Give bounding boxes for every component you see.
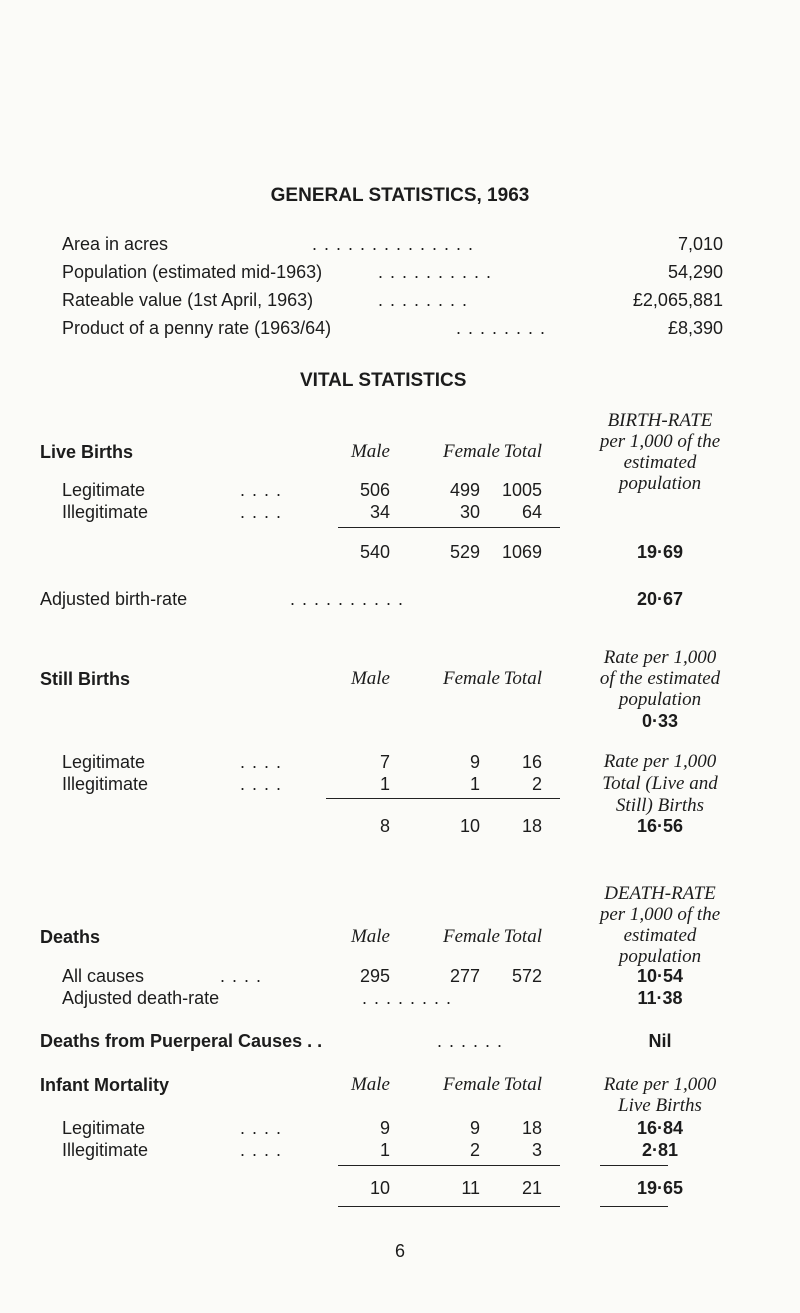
cell-total: 572 (511, 966, 542, 986)
col-male: Male (350, 1074, 390, 1095)
still-rate2-header: Rate per 1,000 (603, 751, 717, 772)
leader-dots: . . . . . . . . (362, 988, 453, 1008)
cell-male: 34 (369, 502, 390, 522)
infant-rate-total: 19·65 (636, 1178, 684, 1198)
cell-total: 2 (531, 774, 542, 794)
double-rule (600, 1206, 668, 1207)
still-rate-header: Rate per 1,000 (603, 647, 717, 668)
cell-male: 7 (379, 752, 390, 772)
death-rate-header: population (618, 946, 702, 967)
cell-male: 506 (359, 480, 390, 500)
row-label: Legitimate (62, 752, 146, 772)
row-label: Adjusted birth-rate (40, 589, 188, 609)
cell-total: 16 (521, 752, 542, 772)
cell-total: 3 (531, 1140, 542, 1160)
total-total: 1069 (501, 542, 542, 562)
general-value: £8,390 (667, 318, 723, 338)
still-rate-header: population (618, 689, 702, 710)
birth-rate-value: 19·69 (636, 542, 684, 562)
birth-rate-header: estimated (623, 452, 697, 473)
total-female: 11 (461, 1178, 480, 1198)
infant-heading: Infant Mortality (40, 1075, 169, 1095)
vital-title: VITAL STATISTICS (300, 370, 467, 391)
cell-total: 1005 (501, 480, 542, 500)
cell-total: 64 (521, 502, 542, 522)
cell-total: 18 (521, 1118, 542, 1138)
puerperal-value: Nil (648, 1031, 672, 1051)
still-rate2-header: Still) Births (615, 795, 705, 816)
general-value: £2,065,881 (632, 290, 723, 310)
row-label: Deaths from Puerperal Causes . . (40, 1031, 323, 1051)
leader-dots: . . . . . . . . . . . . . . (312, 234, 475, 254)
col-female: Female (443, 441, 500, 462)
cell-male: 1 (379, 774, 390, 794)
still-rate-value: 0·33 (641, 711, 679, 731)
general-value: 7,010 (677, 234, 723, 254)
total-total: 18 (521, 816, 542, 836)
col-total: Total (503, 926, 542, 947)
live-births-heading: Live Births (40, 442, 134, 462)
leader-dots: . . . . . . . . . . (378, 262, 493, 282)
leader-dots: . . . . (240, 480, 283, 500)
general-label: Area in acres (62, 234, 169, 254)
birth-rate-header: per 1,000 of the (599, 431, 721, 452)
leader-dots: . . . . . . (437, 1031, 504, 1051)
row-label: Illegitimate (62, 502, 149, 522)
cell-male: 295 (359, 966, 390, 986)
infant-rate-header: Rate per 1,000 (603, 1074, 717, 1095)
col-male: Male (350, 926, 390, 947)
row-label: Adjusted death-rate (62, 988, 220, 1008)
cell-male: 9 (379, 1118, 390, 1138)
leader-dots: . . . . . . . . (456, 318, 547, 338)
death-rate-value: 10·54 (636, 966, 684, 986)
col-female: Female (443, 1074, 500, 1095)
still-births-heading: Still Births (40, 669, 131, 689)
leader-dots: . . . . . . . . . . (290, 589, 405, 609)
cell-female: 30 (459, 502, 480, 522)
leader-dots: . . . . (220, 966, 263, 986)
total-total: 21 (521, 1178, 542, 1198)
total-rule (326, 798, 560, 799)
leader-dots: . . . . . . . . (378, 290, 469, 310)
leader-dots: . . . . (240, 1140, 283, 1160)
general-value: 54,290 (667, 262, 723, 282)
birth-rate-header: population (618, 473, 702, 494)
col-male: Male (350, 441, 390, 462)
row-label: Legitimate (62, 1118, 146, 1138)
death-rate-header: DEATH-RATE (604, 883, 716, 904)
total-male: 540 (359, 542, 390, 562)
infant-rate-value: 16·84 (636, 1118, 684, 1138)
col-female: Female (443, 926, 500, 947)
col-total: Total (503, 441, 542, 462)
row-label: Illegitimate (62, 774, 149, 794)
cell-female: 2 (469, 1140, 480, 1160)
cell-female: 1 (469, 774, 480, 794)
total-female: 10 (459, 816, 480, 836)
col-total: Total (503, 1074, 542, 1095)
col-total: Total (503, 668, 542, 689)
death-rate-header: estimated (623, 925, 697, 946)
general-title: GENERAL STATISTICS, 1963 (270, 185, 530, 206)
page-number: 6 (394, 1241, 405, 1261)
row-label: All causes (62, 966, 145, 986)
double-rule (338, 1206, 560, 1207)
adjusted-death-rate-value: 11·38 (637, 988, 683, 1008)
still-rate-header: of the estimated (599, 668, 721, 689)
leader-dots: . . . . (240, 502, 283, 522)
leader-dots: . . . . (240, 774, 283, 794)
adjusted-birth-rate-value: 20·67 (636, 589, 684, 609)
deaths-heading: Deaths (40, 927, 101, 947)
col-female: Female (443, 668, 500, 689)
cell-female: 9 (469, 752, 480, 772)
total-rule (338, 1165, 560, 1166)
total-male: 10 (369, 1178, 390, 1198)
birth-rate-header: BIRTH-RATE (607, 410, 713, 431)
general-label: Rateable value (1st April, 1963) (62, 290, 314, 310)
total-rule (600, 1165, 668, 1166)
total-female: 529 (449, 542, 480, 562)
cell-female: 9 (469, 1118, 480, 1138)
infant-rate-value: 2·81 (641, 1140, 679, 1160)
row-label: Legitimate (62, 480, 146, 500)
total-male: 8 (379, 816, 390, 836)
row-label: Illegitimate (62, 1140, 149, 1160)
still-rate2-value: 16·56 (636, 816, 684, 836)
col-male: Male (350, 668, 390, 689)
cell-female: 277 (449, 966, 480, 986)
death-rate-header: per 1,000 of the (599, 904, 721, 925)
cell-female: 499 (449, 480, 480, 500)
total-rule (338, 527, 560, 528)
general-label: Population (estimated mid-1963) (62, 262, 323, 282)
general-label: Product of a penny rate (1963/64) (62, 318, 332, 338)
leader-dots: . . . . (240, 1118, 283, 1138)
cell-male: 1 (379, 1140, 390, 1160)
leader-dots: . . . . (240, 752, 283, 772)
still-rate2-header: Total (Live and (602, 773, 718, 794)
infant-rate-header: Live Births (618, 1095, 702, 1116)
